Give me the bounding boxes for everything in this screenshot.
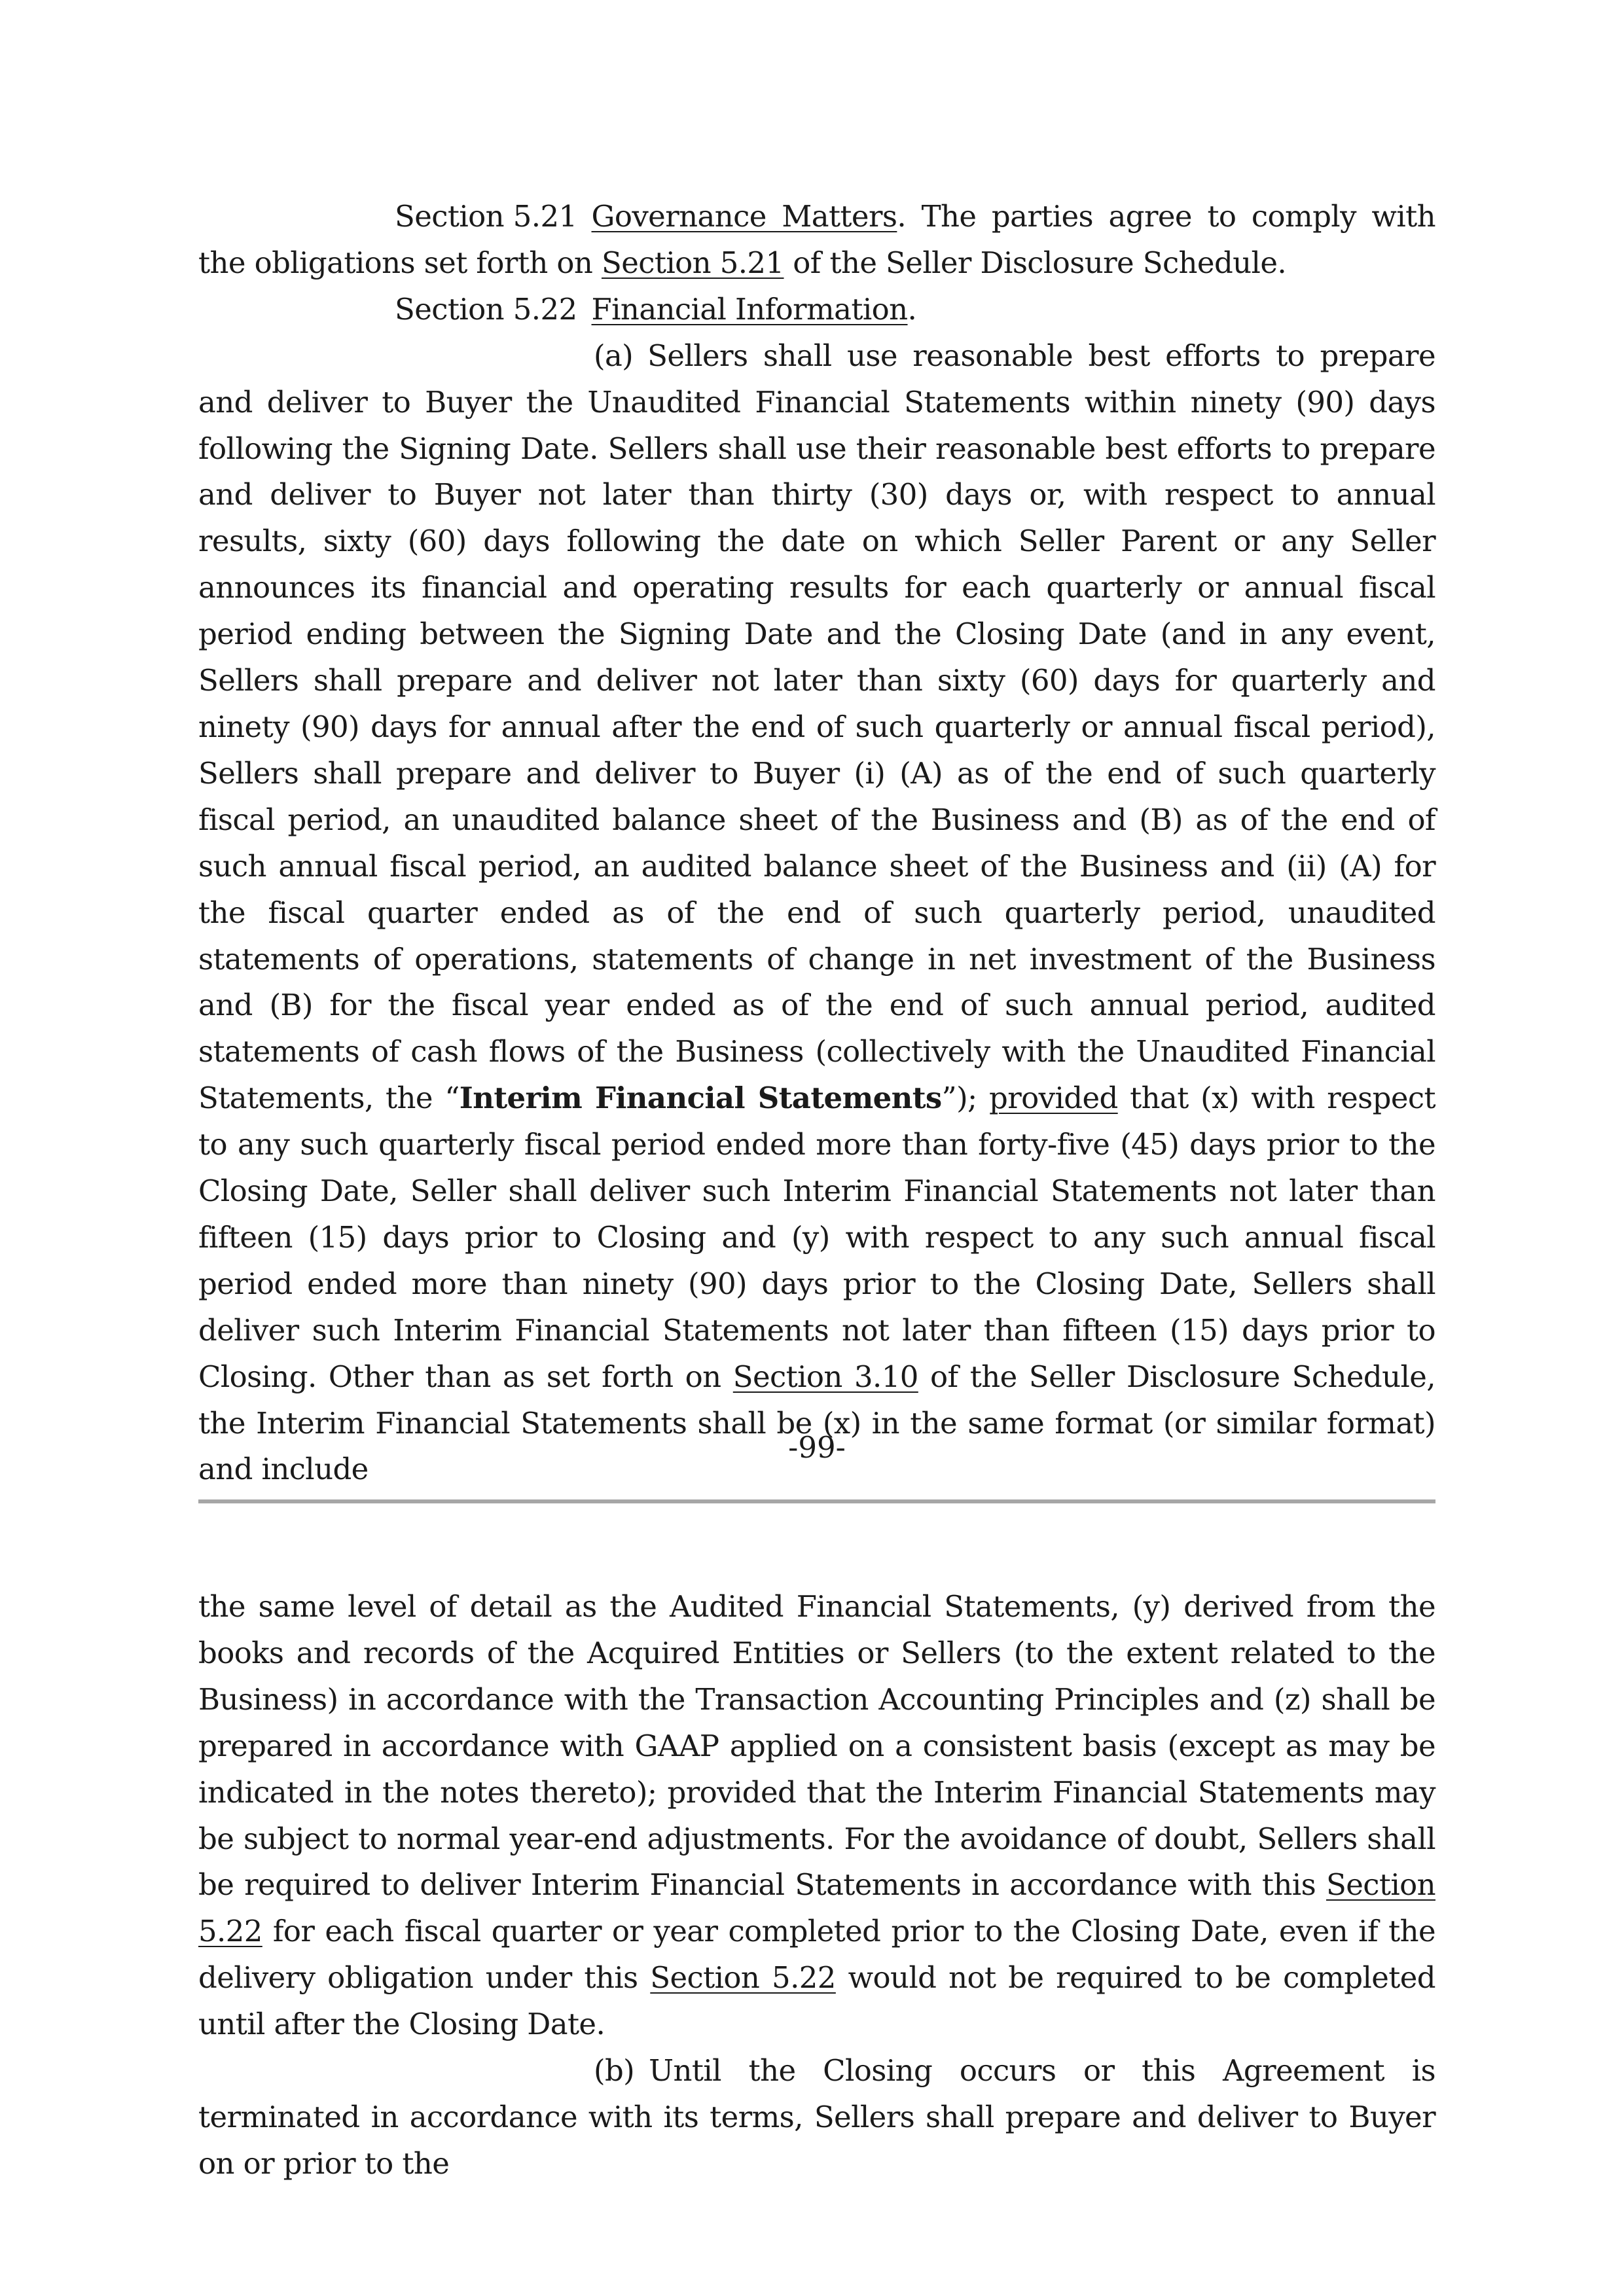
- page-100-body: [198, 1584, 1435, 2187]
- section-reference: Section 3.10: [732, 1359, 918, 1394]
- section-reference: Section 5.22: [650, 1960, 836, 1996]
- section-number: Section 5.22: [395, 291, 577, 327]
- section-number: Section 5.21: [395, 199, 577, 234]
- page-99-body: [198, 194, 1435, 1493]
- subsection-a-paragraph: (a) Sellers shall use reasonable best efforts to prepare and deliver to Buyer the Unaudited Financial Statements within ninety (90) days following the Signing Date. Sellers shall use their reasonable best efforts to prepare and deliver to Buyer not later than thirty (30) days or, with respect to annual results, sixty (60) days following the date on which Seller Parent or any Seller announces its financial and operating results for each quarterly or annual fiscal period ending between the Signing Date and the Closing Date (and in any event, Sellers shall prepare and deliver not later than sixty (60) days for quarterly and ninety (90) days for annual after the end of such quarterly or annual fiscal period), Sellers shall prepare and deliver to Buyer (i) (A) as of the end of such quarterly fiscal period, an unaudited balance sheet of the Business and (B) as of the end of such annual fiscal period, an audited balance sheet of the Business and (ii) (A) for the fiscal quarter ended as of the end of such quarterly period, unaudited statements of operations, statements of change in net investment of the Business and (B) for the fiscal year ended as of the end of such annual period, audited statements of cash flows of the Business (collectively with the Unaudited Financial Statements, the “Interim Financial Statements”); provided that (x) with respect to any such quarterly fiscal period ended more than forty-five (45) days prior to the Closing Date, Seller shall deliver such Interim Financial Statements not later than fifteen (15) days prior to Closing and (y) with respect to any such annual fiscal period ended more than ninety (90) days prior to the Closing Date, Sellers shall deliver such Interim Financial Statements not later than fifteen (15) days prior to Closing. Other than as set forth on Section 3.10 of the Seller Disclosure Schedule, the Interim Financial Statements shall be (x) in the same format (or similar format) and include: [198, 333, 1435, 1494]
- subsection-label: (b): [594, 2053, 635, 2089]
- section-reference: Section 5.21: [601, 245, 784, 280]
- subsection-b-paragraph: (b) Until the Closing occurs or this Agreement is terminated in accordance with its terms, Sellers shall prepare and deliver to Buyer on or prior to the: [198, 2048, 1435, 2187]
- continuation-paragraph: the same level of detail as the Audited Financial Statements, (y) derived from the books and records of the Acquired Entities or Sellers (to the extent related to the Business) in accordance with the Transaction Accounting Principles and (z) shall be prepared in accordance with GAAP applied on a consistent basis (except as may be indicated in the notes thereto); provided that the Interim Financial Statements may be subject to normal year-end adjustments. For the avoidance of doubt, Sellers shall be required to deliver Interim Financial Statements in accordance with this Section 5.22 for each fiscal quarter or year completed prior to the Closing Date, even if the delivery obligation under this Section 5.22 would not be required to be completed until after the Closing Date.: [198, 1589, 1435, 2042]
- page-divider: [198, 1499, 1435, 1503]
- section-title: Governance Matters: [591, 199, 897, 234]
- section-title: Financial Information: [591, 291, 908, 327]
- defined-term: Interim Financial Statements: [459, 1081, 942, 1116]
- section-5-21-paragraph: Section 5.21 Governance Matters. The parties agree to comply with the obligations set forth on Section 5.21 of the Seller Disclosure Schedule.: [198, 194, 1435, 287]
- subsection-label: (a): [594, 338, 634, 373]
- page-number: -99-: [788, 1430, 846, 1465]
- section-5-22-heading: Section 5.22 Financial Information.: [198, 287, 1435, 333]
- section-reference: Section 5.22: [198, 1867, 1435, 1949]
- provided-term: provided: [989, 1081, 1118, 1116]
